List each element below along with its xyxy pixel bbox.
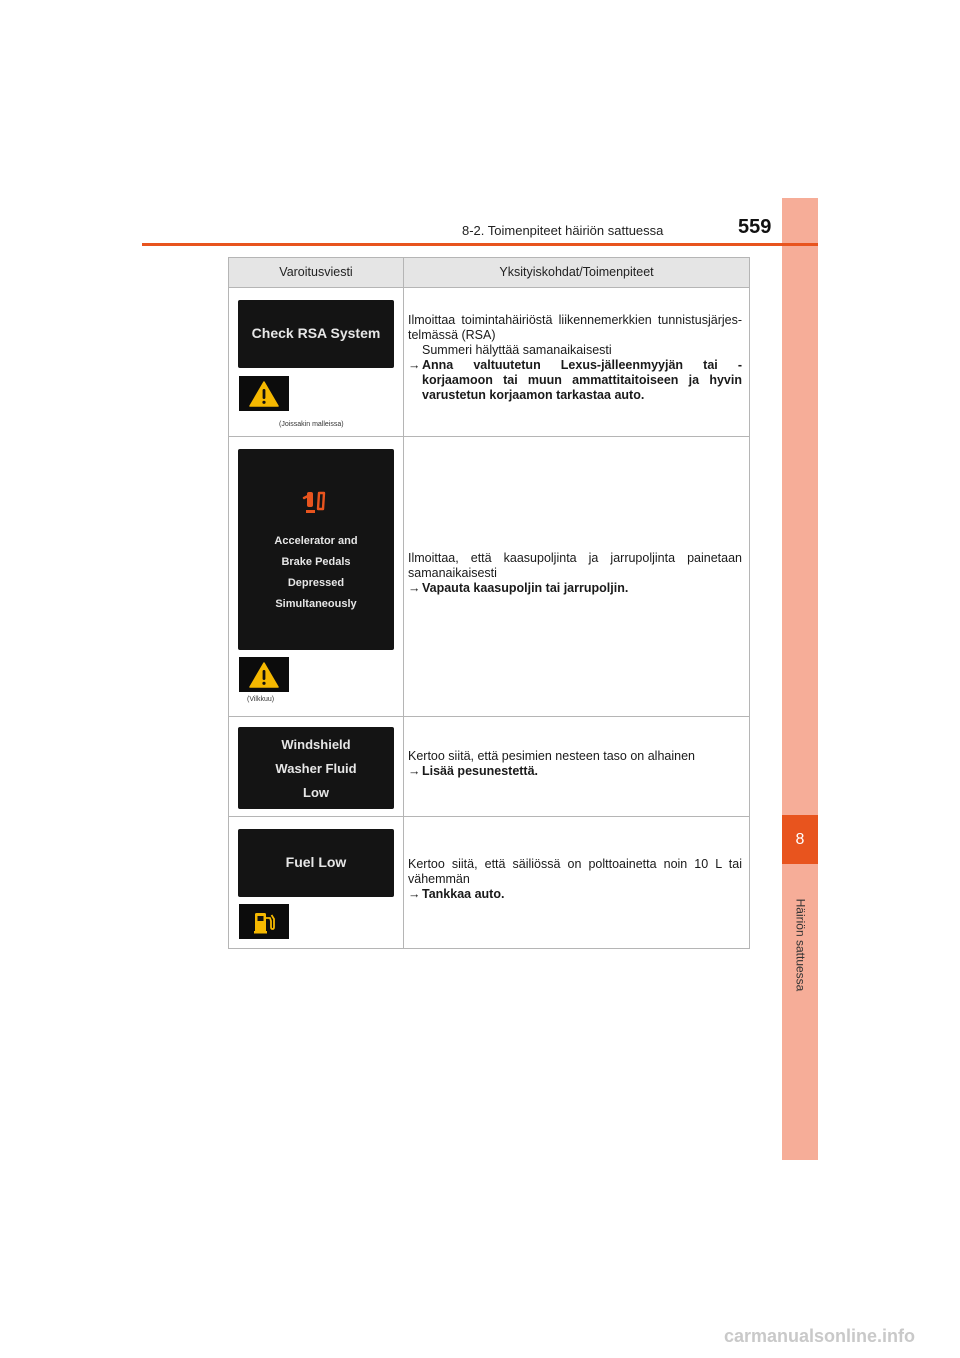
action-line: [408, 887, 742, 902]
arrow-icon: →: [408, 887, 421, 901]
row-description: [408, 313, 742, 403]
warning-triangle-icon: [249, 662, 279, 688]
screen-message-line: Simultaneously: [275, 598, 357, 610]
action-text: Anna valtuutetun Lexus-jälleenmyyjän tai -korjaamoon tai muun ammattitaitoiseen ja hyvin varustetun korjaamon tarkastaa auto.: [422, 358, 742, 402]
table-row: [229, 288, 749, 437]
table-row: [229, 717, 749, 817]
action-line: [408, 764, 742, 779]
screen-message-line: Washer Fluid: [275, 761, 357, 776]
column-header-warning-message: Varoitusviesti: [279, 265, 353, 279]
action-text: Vapauta kaasupoljin tai jarrupoljin.: [422, 581, 629, 595]
page-number: 559: [738, 216, 772, 238]
action-line: [408, 581, 742, 596]
description-text: Kertoo siitä, että säiliössä on polttoainetta noin 10 L tai vähemmän: [408, 857, 742, 886]
warning-indicator: [239, 376, 289, 411]
display-screen: [238, 300, 394, 368]
warning-indicator: [239, 657, 289, 692]
chapter-side-strip: [782, 198, 818, 1160]
chapter-number: 8: [795, 830, 805, 848]
header-rule: [142, 243, 818, 246]
flashing-note: (Vilkkuu): [247, 696, 275, 703]
warning-triangle-icon: [249, 381, 279, 407]
screen-message-line: Windshield: [281, 737, 351, 752]
action-line: [408, 358, 742, 403]
table-row: [229, 817, 749, 948]
warning-message-table: [228, 257, 750, 949]
arrow-icon: →: [408, 764, 421, 778]
chapter-number-tab[interactable]: [782, 815, 818, 864]
watermark: carmanualsonline.info: [724, 1326, 916, 1346]
section-title: 8-2. Toimenpiteet häiriön sattuessa: [462, 223, 664, 238]
screen-message-line: Low: [303, 785, 329, 800]
row-description: [408, 551, 742, 596]
fuel-indicator: [239, 904, 289, 939]
screen-message-line: Brake Pedals: [281, 556, 351, 568]
description-text: Ilmoittaa toimintahäiriöstä liikennemerkkien tunnistusjärjes-telmässä (RSA): [408, 313, 742, 342]
action-text: Lisää pesunestettä.: [422, 764, 539, 778]
display-screen: [238, 449, 394, 650]
action-text: Tankkaa auto.: [422, 887, 505, 901]
screen-message-line: Depressed: [287, 577, 345, 589]
display-screen: [238, 727, 394, 809]
arrow-icon: →: [408, 581, 421, 595]
screen-message-line: Accelerator and: [274, 535, 358, 547]
screen-message: Check RSA System: [251, 325, 381, 341]
description-text: Kertoo siitä, että pesimien nesteen taso on alhainen: [408, 749, 695, 763]
arrow-icon: →: [408, 358, 421, 372]
fuel-pump-icon: [253, 910, 275, 934]
row-description: [408, 749, 742, 779]
table-header: [229, 258, 749, 288]
chapter-title: Häiriön sattuessa: [793, 898, 807, 992]
model-note: (Joissakin malleissa): [279, 421, 344, 428]
display-screen: [238, 829, 394, 897]
row-description: [408, 857, 742, 902]
description-text: Ilmoittaa, että kaasupoljinta ja jarrupoljinta painetaan samanaikaisesti: [408, 551, 742, 580]
column-header-details: Yksityiskohdat/Toimenpiteet: [499, 265, 654, 279]
pedal-foot-icon: [302, 489, 330, 515]
chapter-title-tab: [783, 880, 817, 1010]
table-row: [229, 437, 749, 717]
buzzer-note: Summeri hälyttää samanaikaisesti: [422, 343, 612, 357]
screen-message: Fuel Low: [285, 854, 347, 870]
